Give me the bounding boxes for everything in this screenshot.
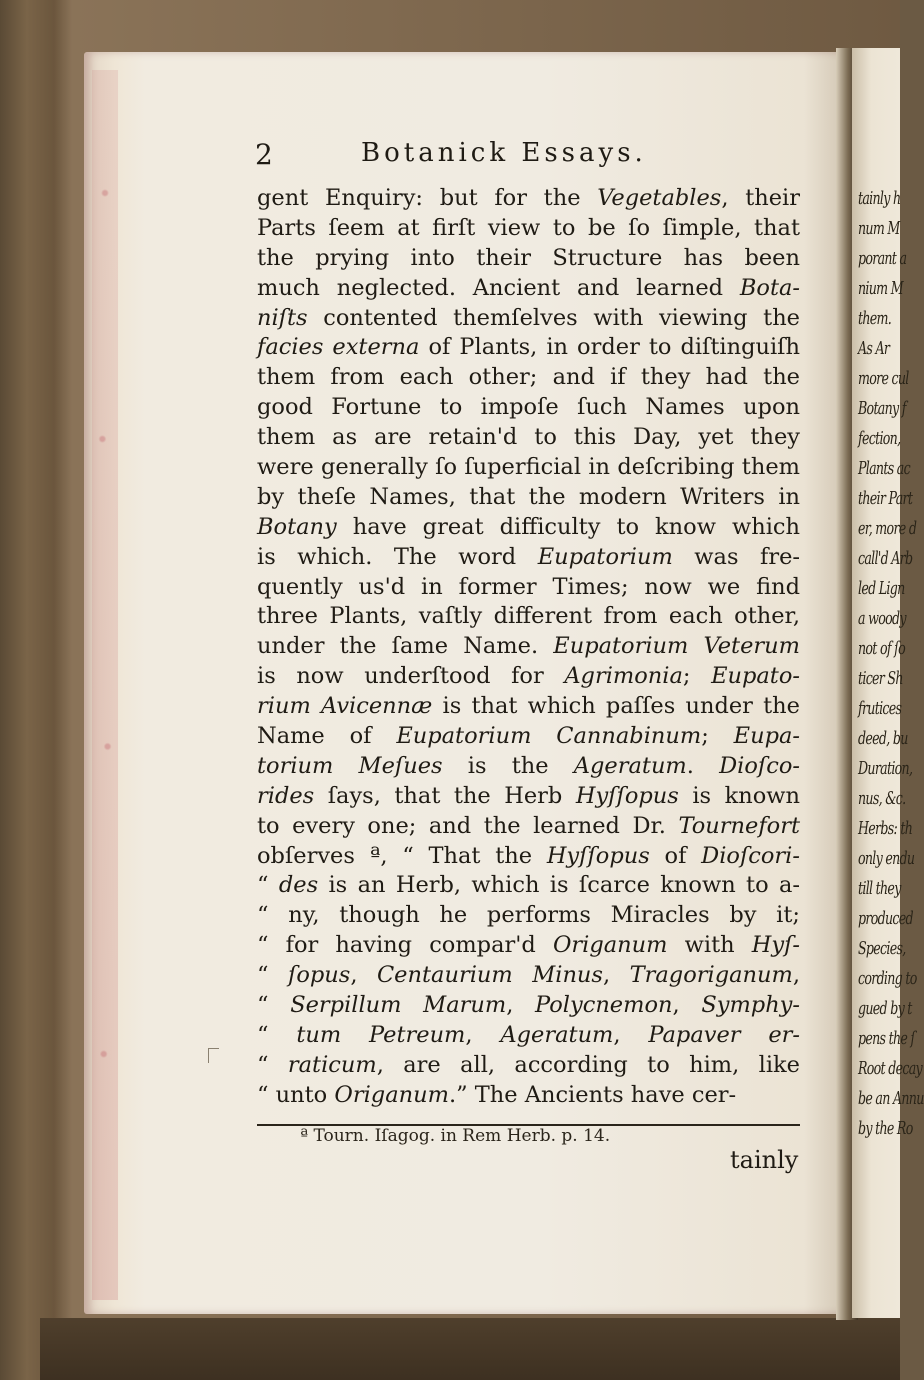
- text-line: “ Serpillum Marum, Polycnemon, Symphy-: [257, 992, 800, 1019]
- facing-page-fragment: be an Annu: [858, 1088, 924, 1109]
- text-line: three Plants, vaſtly different from each other,: [257, 603, 800, 630]
- facing-page: [852, 48, 924, 1318]
- book-lower-edge: [40, 1318, 900, 1380]
- facing-page-fragment: pens the ſ: [858, 1028, 915, 1049]
- text-line: “ tum Petreum, Ageratum, Papaver er-: [257, 1021, 801, 1048]
- text-line: Botany have great difficulty to know which: [257, 513, 800, 540]
- facing-page-fragment: by the Ro: [858, 1118, 913, 1139]
- text-line: is now underſtood for Agrimonia; Eupato-: [257, 663, 801, 690]
- facing-page-fragment: Plants ac: [858, 458, 910, 479]
- facing-page-fragment: Herbs: th: [858, 818, 913, 839]
- facing-page-fragment: them.: [858, 308, 892, 329]
- text-line: were generally ſo ſuperficial in deſcribing them: [257, 454, 800, 481]
- facing-page-fragment: call'd Arb: [858, 548, 913, 569]
- facing-page-fragment: only endu: [858, 848, 915, 869]
- page-header: [255, 138, 800, 178]
- text-line: gent Enquiry: but for the Vegetables, their: [257, 185, 800, 211]
- text-line: Parts ſeem at firſt view to be ſo ſimple, that: [257, 214, 800, 241]
- text-line: torium Meſues is the Ageratum. Dioſco-: [257, 752, 800, 779]
- facing-page-fragment: num M: [858, 218, 900, 239]
- text-line: “ ny, though he performs Miracles by it;: [257, 902, 800, 929]
- text-line: “ for having compar'd Origanum with Hyſ-: [257, 932, 801, 959]
- facing-page-fragment: frutices: [858, 698, 902, 719]
- facing-page-fragment: not of ſo: [858, 638, 905, 659]
- text-line: rium Avicennæ is that which paſſes under the: [257, 693, 800, 720]
- facing-page-fragment: deed, bu: [858, 728, 908, 749]
- facing-page-fragment: Species,: [858, 938, 906, 959]
- page-number: 2: [255, 138, 273, 171]
- facing-page-fragment: Duration,: [858, 758, 913, 779]
- text-line: “ raticum, are all, according to him, like: [257, 1051, 801, 1078]
- facing-page-fragment: ticer Sh: [858, 668, 903, 689]
- facing-page-fragment: Root decay: [858, 1058, 922, 1079]
- text-line: Name of Eupatorium Cannabinum; Eupa-: [257, 723, 800, 750]
- facing-page-fragment: fection,: [858, 428, 901, 449]
- facing-page-fragment: cording to: [858, 968, 917, 989]
- text-line: quently us'd in former Times; now we find: [257, 573, 800, 600]
- facing-page-fragment: Botany f: [858, 398, 906, 419]
- text-line: good Fortune to impoſe ſuch Names upon: [257, 394, 800, 421]
- body-text: [257, 184, 800, 1111]
- catchword: tainly: [730, 1146, 799, 1174]
- facing-page-fragment: porant a: [858, 248, 907, 269]
- text-line: “ ſopus, Centaurium Minus, Tragoriganum,: [257, 962, 800, 989]
- facing-page-fragment: As Ar: [858, 338, 890, 359]
- facing-page-fragment: gued by t: [858, 998, 912, 1019]
- text-line: “ unto Origanum.” The Ancients have cer-: [257, 1081, 737, 1108]
- facing-page-fragment: nium M: [858, 278, 903, 299]
- footnote: ª Tourn. Iſagog. in Rem Herb. p. 14.: [300, 1126, 611, 1146]
- text-line: under the ſame Name. Eupatorium Veterum: [257, 633, 800, 660]
- text-line: them as are retain'd to this Day, yet they: [257, 424, 800, 451]
- text-line: is which. The word Eupatorium was fre-: [257, 543, 800, 570]
- text-line: facies externa of Plants, in order to diſtinguiſh: [257, 334, 801, 361]
- text-line: obſerves ª, “ That the Hyſſopus of Dioſcori-: [257, 842, 800, 869]
- facing-page-fragment: tainly h: [858, 188, 901, 209]
- text-line: them from each other; and if they had the: [257, 364, 800, 391]
- facing-page-fragment: er, more d: [858, 518, 917, 539]
- text-line: rides ſays, that the Herb Hyſſopus is known: [257, 782, 800, 809]
- text-line: the prying into their Structure has been: [257, 244, 800, 271]
- facing-page-fragment: more cul: [858, 368, 909, 389]
- text-line: niſts contented themſelves with viewing the: [257, 304, 800, 331]
- text-line: much neglected. Ancient and learned Bota-: [257, 274, 800, 301]
- facing-page-fragment: nus, &c.: [858, 788, 906, 809]
- text-line: “ des is an Herb, which is ſcarce known to a-: [257, 872, 800, 899]
- text-line: by theſe Names, that the modern Writers in: [257, 483, 800, 510]
- text-line: to every one; and the learned Dr. Tournefort: [257, 812, 800, 839]
- facing-page-fragment: produced: [858, 908, 913, 929]
- facing-page-fragment: a woody: [858, 608, 906, 629]
- pencil-mark: [208, 1048, 219, 1063]
- running-title: Botanick Essays.: [361, 138, 647, 168]
- page-edge-foxing: [92, 70, 118, 1300]
- facing-page-fragment: their Part: [858, 488, 913, 509]
- facing-page-fragment: till they: [858, 878, 901, 899]
- facing-page-fragment: led Lign: [858, 578, 905, 599]
